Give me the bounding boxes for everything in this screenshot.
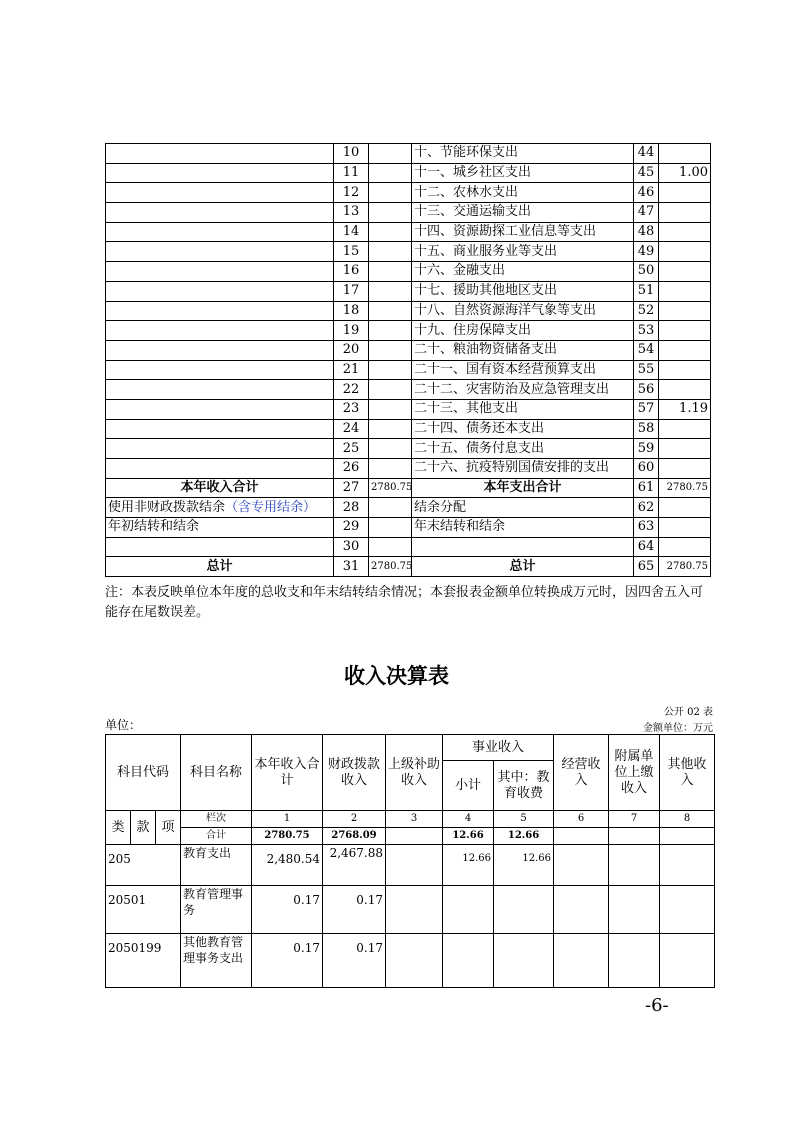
expenditure-amount	[659, 144, 711, 164]
table-row	[106, 399, 711, 419]
expenditure-row-number: 44	[634, 144, 659, 164]
expenditure-row-number: 51	[634, 281, 659, 301]
income-row-number: 21	[334, 360, 369, 380]
income-row-number: 13	[334, 203, 369, 223]
nonfiscal-balance-label: 使用非财政拨款结余（含专用结余）	[106, 498, 334, 518]
header-lanci: 栏次	[181, 811, 252, 828]
expenditure-item: 十八、自然资源海洋气象等支出	[412, 301, 634, 321]
total-expenditure-amount: 2780.75	[659, 478, 711, 498]
expenditure-item: 二十二、灾害防治及应急管理支出	[412, 380, 634, 400]
opening-carryover-amount	[369, 518, 412, 538]
expenditure-row-number: 50	[634, 262, 659, 282]
income-value	[609, 934, 660, 988]
income-row-number: 10	[334, 144, 369, 164]
column-number: 2	[323, 811, 386, 828]
closing-carryover-row-number: 63	[634, 518, 659, 538]
expenditure-item: 十九、住房保障支出	[412, 321, 634, 341]
balance-distribution-row-number: 62	[634, 498, 659, 518]
expenditure-row-number: 49	[634, 242, 659, 262]
income-row-number: 17	[334, 281, 369, 301]
income-amount	[369, 321, 412, 341]
income-amount	[369, 301, 412, 321]
income-value	[609, 845, 660, 886]
header-subject-code: 科目代码	[106, 735, 181, 811]
header-total-income: 本年收入合计	[252, 735, 323, 811]
income-value	[554, 934, 609, 988]
income-value	[386, 886, 443, 934]
column-number: 7	[609, 811, 660, 828]
nonfiscal-amount	[369, 498, 412, 518]
income-item	[106, 183, 334, 203]
expenditure-item: 十四、资源勘探工业信息等支出	[412, 222, 634, 242]
table-row	[106, 845, 715, 886]
blank-left-row-number: 30	[334, 537, 369, 557]
total-value	[386, 828, 443, 845]
header-business-income: 事业收入	[443, 735, 554, 761]
page-title: 收入决算表	[344, 664, 449, 688]
expenditure-row-number: 45	[634, 163, 659, 183]
header-kuan: 款	[131, 811, 156, 845]
grand-total-expenditure-amount: 2780.75	[659, 557, 711, 577]
income-amount	[369, 242, 412, 262]
grand-total-row	[106, 557, 711, 577]
income-item	[106, 242, 334, 262]
income-value	[386, 845, 443, 886]
income-amount	[369, 380, 412, 400]
grand-total-income-label: 总计	[106, 557, 334, 577]
header-xiang: 项	[156, 811, 181, 845]
income-value	[660, 934, 715, 988]
income-value: 0.17	[323, 886, 386, 934]
income-amount	[369, 399, 412, 419]
balance-distribution-label: 结余分配	[412, 498, 634, 518]
income-row-number: 20	[334, 340, 369, 360]
expenditure-amount	[659, 301, 711, 321]
total-income-label: 本年收入合计	[106, 478, 334, 498]
table-row	[106, 886, 715, 934]
table-row	[106, 459, 711, 479]
nonfiscal-balance-row	[106, 498, 711, 518]
column-number: 5	[494, 811, 554, 828]
income-item	[106, 399, 334, 419]
expenditure-amount	[659, 203, 711, 223]
income-row-number: 19	[334, 321, 369, 341]
total-income-row	[106, 478, 711, 498]
income-value: 2,480.54	[252, 845, 323, 886]
income-row-number: 23	[334, 399, 369, 419]
income-row-number: 15	[334, 242, 369, 262]
expenditure-item: 十二、农林水支出	[412, 183, 634, 203]
expenditure-row-number: 60	[634, 459, 659, 479]
total-expenditure-label: 本年支出合计	[412, 478, 634, 498]
income-item	[106, 380, 334, 400]
grand-total-income-row-number: 31	[334, 557, 369, 577]
total-value: 12.66	[443, 828, 494, 845]
expenditure-item: 十六、金融支出	[412, 262, 634, 282]
opening-carryover-label: 年初结转和结余	[106, 518, 334, 538]
expenditure-item: 二十三、其他支出	[412, 399, 634, 419]
income-value	[494, 934, 554, 988]
income-row-number: 18	[334, 301, 369, 321]
income-value: 12.66	[494, 845, 554, 886]
income-value: 0.17	[252, 886, 323, 934]
header-other-income: 其他收入	[660, 735, 715, 811]
blank-right-label	[412, 537, 634, 557]
subject-code: 20501	[106, 886, 181, 934]
header-subtotal: 小计	[443, 761, 494, 811]
form-number: 公开 02 表	[663, 707, 713, 718]
income-amount	[369, 360, 412, 380]
opening-carryover-row-number: 29	[334, 518, 369, 538]
income-item	[106, 419, 334, 439]
grand-total-income-amount: 2780.75	[369, 557, 412, 577]
income-amount	[369, 439, 412, 459]
expenditure-item: 十、节能环保支出	[412, 144, 634, 164]
header-affiliated-income: 附属单位上缴收入	[609, 735, 660, 811]
income-item	[106, 163, 334, 183]
expenditure-amount	[659, 281, 711, 301]
income-final-accounts-table	[105, 734, 715, 988]
income-item	[106, 459, 334, 479]
page-number: -6-	[645, 995, 669, 1016]
header-operating-income: 经营收入	[554, 735, 609, 811]
table-row	[106, 321, 711, 341]
closing-carryover-amount	[659, 518, 711, 538]
income-value	[443, 934, 494, 988]
blank-left-amount	[369, 537, 412, 557]
closing-carryover-label: 年末结转和结余	[412, 518, 634, 538]
expenditure-item: 二十六、抗疫特别国债安排的支出	[412, 459, 634, 479]
income-amount	[369, 340, 412, 360]
income-amount	[369, 163, 412, 183]
total-value	[660, 828, 715, 845]
expenditure-row-number: 56	[634, 380, 659, 400]
subject-name: 教育支出	[181, 845, 252, 886]
total-value: 2780.75	[252, 828, 323, 845]
blank-left-label	[106, 537, 334, 557]
table-row	[106, 242, 711, 262]
expenditure-item: 二十五、债务付息支出	[412, 439, 634, 459]
income-item	[106, 321, 334, 341]
balance-distribution-amount	[659, 498, 711, 518]
expenditure-amount	[659, 242, 711, 262]
table-row	[106, 380, 711, 400]
income-value	[660, 845, 715, 886]
carryover-row	[106, 518, 711, 538]
total-value	[554, 828, 609, 845]
income-amount	[369, 419, 412, 439]
grand-total-expenditure-row-number: 65	[634, 557, 659, 577]
expenditure-amount	[659, 360, 711, 380]
income-item	[106, 301, 334, 321]
table-row	[106, 222, 711, 242]
column-number: 3	[386, 811, 443, 828]
income-amount	[369, 281, 412, 301]
income-value	[554, 845, 609, 886]
income-item	[106, 439, 334, 459]
blank-right-row-number: 64	[634, 537, 659, 557]
blank-right-amount	[659, 537, 711, 557]
income-row-number: 22	[334, 380, 369, 400]
column-number: 4	[443, 811, 494, 828]
expenditure-row-number: 47	[634, 203, 659, 223]
expenditure-amount	[659, 459, 711, 479]
income-expenditure-summary-table	[105, 143, 711, 577]
expenditure-amount	[659, 419, 711, 439]
income-value	[386, 934, 443, 988]
header-fiscal-appropriation: 财政拨款收入	[323, 735, 386, 811]
table-row	[106, 360, 711, 380]
income-item	[106, 281, 334, 301]
income-row-number: 25	[334, 439, 369, 459]
table-row	[106, 419, 711, 439]
table-row	[106, 144, 711, 164]
income-item	[106, 203, 334, 223]
expenditure-item: 十三、交通运输支出	[412, 203, 634, 223]
income-value: 12.66	[443, 845, 494, 886]
table-row	[106, 340, 711, 360]
expenditure-amount	[659, 262, 711, 282]
expenditure-item: 十一、城乡社区支出	[412, 163, 634, 183]
income-value: 2,467.88	[323, 845, 386, 886]
income-item	[106, 262, 334, 282]
expenditure-row-number: 46	[634, 183, 659, 203]
blank-row	[106, 537, 711, 557]
expenditure-amount	[659, 340, 711, 360]
expenditure-item: 十五、商业服务业等支出	[412, 242, 634, 262]
header-lei: 类	[106, 811, 131, 845]
income-amount	[369, 203, 412, 223]
unit-label: 单位：	[105, 718, 142, 732]
column-number: 6	[554, 811, 609, 828]
header-superior-subsidy: 上级补助收入	[386, 735, 443, 811]
expenditure-amount	[659, 321, 711, 341]
expenditure-amount: 1.00	[659, 163, 711, 183]
expenditure-amount	[659, 222, 711, 242]
total-value: 12.66	[494, 828, 554, 845]
expenditure-row-number: 59	[634, 439, 659, 459]
income-item	[106, 222, 334, 242]
header-row-1	[106, 735, 715, 761]
header-subject-name: 科目名称	[181, 735, 252, 811]
income-amount	[369, 144, 412, 164]
income-row-number: 14	[334, 222, 369, 242]
income-item	[106, 340, 334, 360]
grand-total-expenditure-label: 总计	[412, 557, 634, 577]
income-value	[660, 886, 715, 934]
total-expenditure-row-number: 61	[634, 478, 659, 498]
expenditure-item: 二十一、国有资本经营预算支出	[412, 360, 634, 380]
income-amount	[369, 222, 412, 242]
income-row-number: 26	[334, 459, 369, 479]
subject-code: 2050199	[106, 934, 181, 988]
expenditure-amount	[659, 380, 711, 400]
income-row-number: 11	[334, 163, 369, 183]
expenditure-row-number: 48	[634, 222, 659, 242]
expenditure-row-number: 52	[634, 301, 659, 321]
table-row	[106, 203, 711, 223]
income-amount	[369, 262, 412, 282]
total-income-amount: 2780.75	[369, 478, 412, 498]
total-row	[106, 828, 715, 845]
table-note: 注：本表反映单位本年度的总收支和年末结转结余情况；本套报表金额单位转换成万元时，因四舍五入可能存在尾数误差。	[105, 585, 704, 620]
table-row	[106, 262, 711, 282]
income-row-number: 16	[334, 262, 369, 282]
income-item	[106, 144, 334, 164]
income-value: 0.17	[252, 934, 323, 988]
total-value	[609, 828, 660, 845]
expenditure-item: 二十四、债务还本支出	[412, 419, 634, 439]
expenditure-row-number: 54	[634, 340, 659, 360]
table-row	[106, 281, 711, 301]
expenditure-amount	[659, 439, 711, 459]
total-value: 2768.09	[323, 828, 386, 845]
column-number: 8	[660, 811, 715, 828]
total-income-row-number: 27	[334, 478, 369, 498]
nonfiscal-row-number: 28	[334, 498, 369, 518]
column-number: 1	[252, 811, 323, 828]
column-number-row	[106, 811, 715, 828]
subject-code: 205	[106, 845, 181, 886]
expenditure-row-number: 57	[634, 399, 659, 419]
table-row	[106, 183, 711, 203]
income-value: 0.17	[323, 934, 386, 988]
total-label: 合计	[181, 828, 252, 845]
table-row	[106, 163, 711, 183]
income-value	[494, 886, 554, 934]
subject-name: 其他教育管理事务支出	[181, 934, 252, 988]
income-value	[554, 886, 609, 934]
income-value	[443, 886, 494, 934]
table-row	[106, 934, 715, 988]
expenditure-item: 二十、粮油物资储备支出	[412, 340, 634, 360]
income-amount	[369, 459, 412, 479]
special-balance-note: （含专用结余）	[225, 499, 317, 515]
expenditure-amount	[659, 183, 711, 203]
expenditure-amount: 1.19	[659, 399, 711, 419]
amount-unit-label: 金额单位：万元	[643, 723, 713, 734]
header-education-fee: 其中：教育收费	[494, 761, 554, 811]
expenditure-row-number: 58	[634, 419, 659, 439]
income-item	[106, 360, 334, 380]
expenditure-row-number: 53	[634, 321, 659, 341]
income-row-number: 12	[334, 183, 369, 203]
table-row	[106, 439, 711, 459]
subject-name: 教育管理事务	[181, 886, 252, 934]
income-row-number: 24	[334, 419, 369, 439]
income-value	[609, 886, 660, 934]
income-amount	[369, 183, 412, 203]
expenditure-row-number: 55	[634, 360, 659, 380]
table-row	[106, 301, 711, 321]
expenditure-item: 十七、援助其他地区支出	[412, 281, 634, 301]
